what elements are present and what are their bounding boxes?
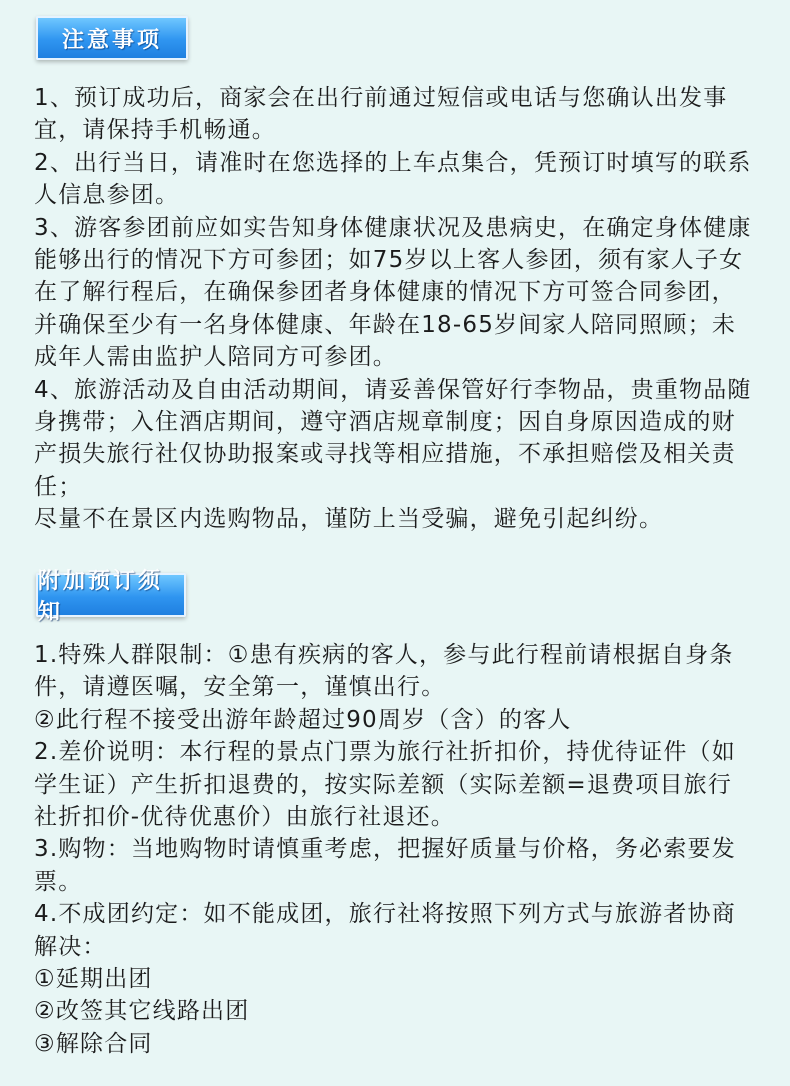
notice-content (34, 82, 754, 536)
booking-paragraph-6: ①延期出团 (34, 966, 153, 993)
booking-paragraph-1: 1.特殊人群限制：①患有疾病的客人，参与此行程前请根据自身条件，请遵医嘱，安全第一，谨慎出行。 (34, 642, 734, 701)
booking-paragraph-8: ③解除合同 (34, 1030, 153, 1057)
section-title-booking-info: 附加预订须知 (38, 569, 164, 625)
notice-paragraph-5: 尽量不在景区内选购物品，谨防上当受骗，避免引起纠纷。 (34, 506, 664, 533)
booking-paragraph-7: ②改签其它线路出团 (34, 998, 250, 1025)
notice-paragraph-3: 3、游客参团前应如实告知身体健康状况及患病史，在确定身体健康能够出行的情况下方可参团；如75岁以上客人参团，须有家人子女在了解行程后，在确保参团者身体健康的情况下方可签合同参团，并确保至少有一名身体健康、年龄在18-65岁间家人陪同照顾；未成年人需由监护人陪同方可参团。 (34, 214, 752, 371)
booking-info-content (34, 639, 754, 1060)
section-header-booking-info (36, 569, 186, 625)
notice-paragraph-1: 1、预订成功后，商家会在出行前通过短信或电话与您确认出发事宜，请保持手机畅通。 (34, 85, 728, 144)
booking-paragraph-2: ②此行程不接受出游年龄超过90周岁（含）的客人 (34, 706, 572, 733)
section-title-notice: 注意事项 (61, 27, 162, 53)
notice-paragraph-2: 2、出行当日，请准时在您选择的上车点集合，凭预订时填写的联系人信息参团。 (34, 149, 752, 209)
booking-paragraph-3: 2.差价说明：本行程的景点门票为旅行社折扣价，持优待证件（如学生证）产生折扣退费的，按实际差额（实际差额=退费项目旅行社折扣价-优待优惠价）由旅行社退还。 (34, 739, 736, 831)
booking-paragraph-5: 4.不成团约定：如不能成团，旅行社将按照下列方式与旅游者协商解决： (34, 901, 736, 960)
notice-paragraph-4: 4、旅游活动及自由活动期间，请妥善保管好行李物品，贵重物品随身携带；入住酒店期间，遵守酒店规章制度；因自身原因造成的财产损失旅行社仅协助报案或寻找等相应措施，不承担赔偿及相关责任； (34, 376, 752, 500)
booking-paragraph-4: 3.购物：当地购物时请慎重考虑，把握好质量与价格，务必索要发票。 (34, 836, 736, 895)
section-header-notice (36, 16, 188, 60)
